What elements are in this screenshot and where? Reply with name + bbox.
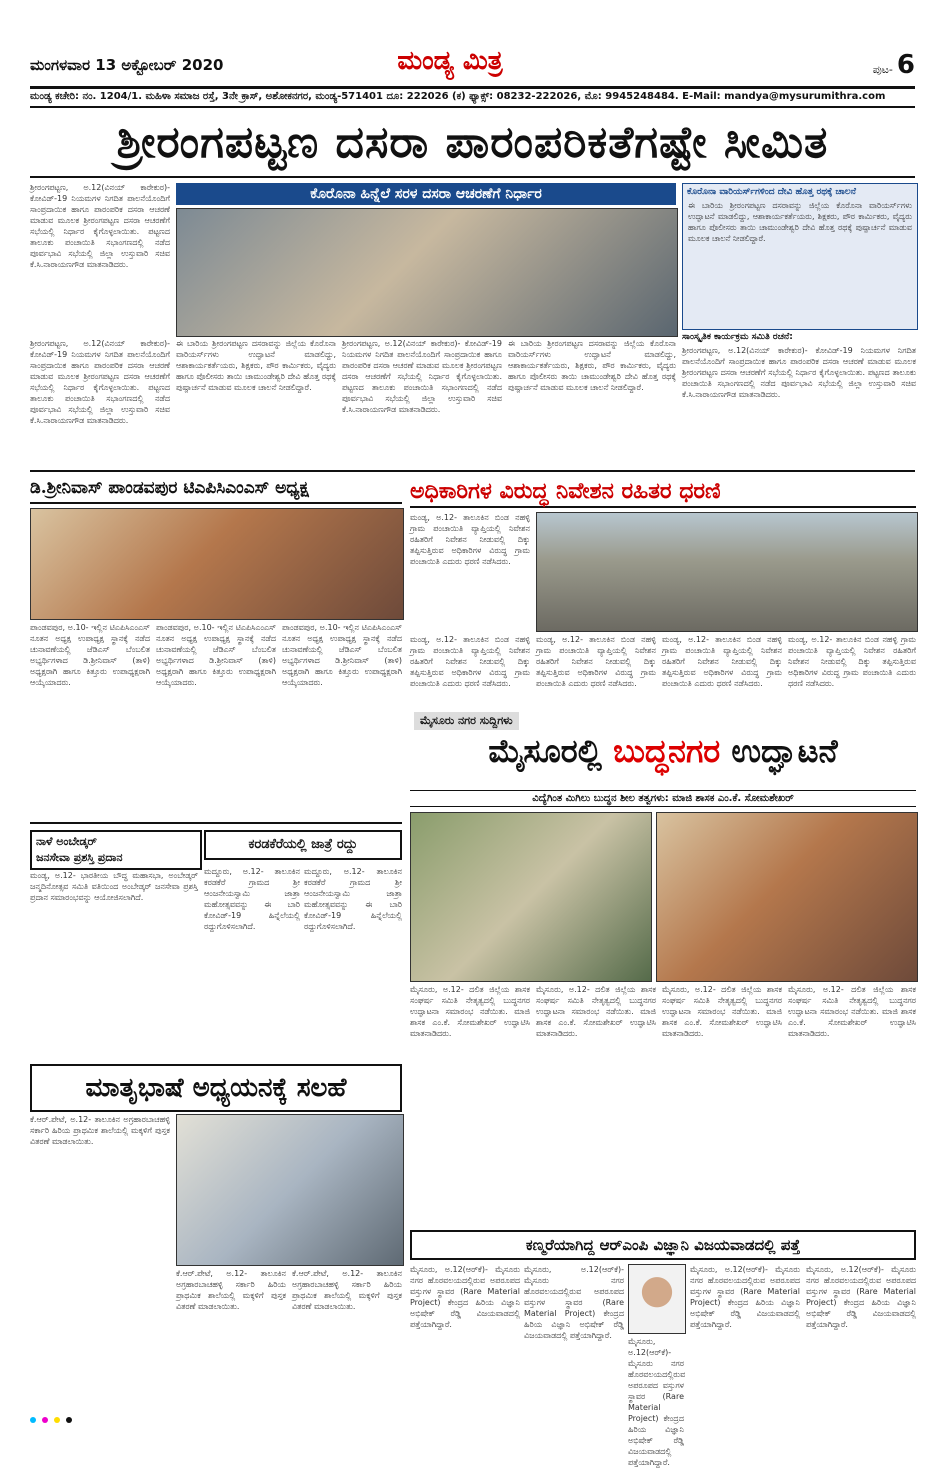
sidebar-label: ಸಾಂಸ್ಕೃತಿಕ ಕಾರ್ಯಕ್ರಮ ಸಮಿತಿ ರಚನೆ: <box>682 332 793 342</box>
protest-body: ಮಂಡ್ಯ, ಅ.12- ತಾಲೂಕಿನ ಬಿಂಡ ನಹಳ್ಳಿ ಗ್ರಾಮ ಪಂಚಾಯಿತಿ ವ್ಯಾಪ್ತಿಯಲ್ಲಿ ನಿವೇಶನ ರಹಿತರಿಗೆ ನಿವೇಶನ ನೀಡುವಲ್ಲಿ ದಿಕ್ಕು ತಪ್ಪಿಸುತ್ತಿರುವ ಅಧಿಕಾರಿಗಳ ವಿರುದ್ಧ ಗ್ರಾಮ ಪಂಚಾಯಿತಿ ಎದುರು ಧರಣಿ ನಡೆಸಿದರು. <box>410 513 530 566</box>
srinivas-body: ಪಾಂಡವಪುರ, ಅ.10- ಇಲ್ಲಿನ ಟಿಎಪಿಸಿಎಂಎಸ್ ನೂತನ ಅಧ್ಯಕ್ಷ ಉಪಾಧ್ಯಕ್ಷ ಸ್ಥಾನಕ್ಕೆ ನಡೆದ ಚುನಾವಣೆಯಲ್ಲಿ ಜೆಡಿಎಸ್ ಬೆಂಬಲಿತ ಅಭ್ಯರ್ಥಿಗಳಾದ ಡಿ.ಶ್ರೀನಿವಾಸ್ (ತಾಳಿ) ಅಧ್ಯಕ್ಷರಾಗಿ ಹಾಗೂ ಕಿತ್ತೂರು ಉಪಾಧ್ಯಕ್ಷರಾಗಿ ಆಯ್ಕೆಯಾದರು. <box>30 623 150 687</box>
scientist-column-1 <box>410 1264 520 1400</box>
protest-headline: ಅಧಿಕಾರಿಗಳ ವಿರುದ್ಧ ನಿವೇಶನ ರಹಿತರ ಧರಣಿ <box>410 478 916 508</box>
scientist-body-3: ಮೈಸೂರು, ಅ.12(ಆರ್‌ಕೆ)- ಮೈಸೂರು ನಗರ ಹೊರವಲಯದಲ್ಲಿರುವ ಅಪರೂಪದ ವಸ್ತುಗಳ ಸ್ಥಾವರ (Rare Material Project) ಕೇಂದ್ರದ ಹಿರಿಯ ವಿಜ್ಞಾನಿ ಅಭಿಷೇಕ್ ರೆಡ್ಡಿ ವಿಜಯವಾಡದಲ್ಲಿ ಪತ್ತೆಯಾಗಿದ್ದಾರೆ. <box>628 1337 686 1467</box>
scientist-body-5: ಮೈಸೂರು, ಅ.12(ಆರ್‌ಕೆ)- ಮೈಸೂರು ನಗರ ಹೊರವಲಯದಲ್ಲಿರುವ ಅಪರೂಪದ ವಸ್ತುಗಳ ಸ್ಥಾವರ (Rare Material Project) ಕೇಂದ್ರದ ಹಿರಿಯ ವಿಜ್ಞಾನಿ ಅಭಿಷೇಕ್ ರೆಡ್ಡಿ ವಿಜಯವಾಡದಲ್ಲಿ ಪತ್ತೆಯಾಗಿದ್ದಾರೆ. <box>806 1265 916 1329</box>
mysuru-column-1 <box>410 984 530 1224</box>
scientist-body: ಮೈಸೂರು, ಅ.12(ಆರ್‌ಕೆ)- ಮೈಸೂರು ನಗರ ಹೊರವಲಯದಲ್ಲಿರುವ ಅಪರೂಪದ ವಸ್ತುಗಳ ಸ್ಥಾವರ (Rare Material Project) ಕೇಂದ್ರದ ಹಿರಿಯ ವಿಜ್ಞಾನಿ ಅಭಿಷೇಕ್ ರೆಡ್ಡಿ ವಿಜಯವಾಡದಲ್ಲಿ ಪತ್ತೆಯಾಗಿದ್ದಾರೆ. <box>410 1265 520 1329</box>
scientist-portrait <box>628 1264 686 1334</box>
lead-subhead: ಕೊರೊನಾ ಹಿನ್ನೆಲೆ ಸರಳ ದಸರಾ ಆಚರಣೆಗೆ ನಿರ್ಧಾರ <box>176 183 676 205</box>
mother-tongue-column-1 <box>30 1114 170 1400</box>
srinivas-photo <box>30 508 404 620</box>
mysuru-headline-part1: ಮೈಸೂರಲ್ಲಿ <box>488 732 614 770</box>
lead-story-body-col3: ಶ್ರೀರಂಗಪಟ್ಟಣ, ಅ.12(ವಿನಯ್ ಕಾರೇಕುರ)- ಕೋವಿಡ್-19 ನಿಯಮಗಳ ನಿಗದಿತ ಪಾಲನೆಯೊಂದಿಗೆ ಸಾಂಪ್ರದಾಯಿಕ ಹಾಗೂ ಪಾರಂಪರಿಕ ದಸರಾ ಆಚರಣೆ ಮಾಡುವ ಮೂಲಕ ಶ್ರೀರಂಗಪಟ್ಟಣ ದಸರಾ ಆಚರಣೆಗೆ ಸಭೆಯಲ್ಲಿ ನಿರ್ಧಾರ ಕೈಗೊಳ್ಳಲಾಯಿತು. ಪಟ್ಟಣದ ತಾಲೂಕು ಪಂಚಾಯಿತಿ ಸಭಾಂಗಣದಲ್ಲಿ ನಡೆದ ಪೂರ್ವಭಾವಿ ಸಭೆಯಲ್ಲಿ ಜಿಲ್ಲಾ ಉಸ್ತುವಾರಿ ಸಚಿವ ಕೆ.ಸಿ.ನಾರಾಯಣಗೌಡ ಮಾತನಾಡಿದರು. <box>342 339 502 414</box>
scientist-column-3 <box>628 1336 686 1467</box>
protest-column-3 <box>536 634 656 708</box>
masthead-rule <box>30 86 915 89</box>
mysuru-body: ಮೈಸೂರು, ಅ.12- ದಲಿತ ಜಿಲ್ಲೆಯ ಶಾಸಕ ಸಂಘರ್ಷ ಸಮಿತಿ ನೇತೃತ್ವದಲ್ಲಿ ಬುದ್ಧನಗರ ಉದ್ಘಾಟನಾ ಸಮಾರಂಭ ನಡೆಯಿತು. ಮಾಜಿ ಶಾಸಕ ಎಂ.ಕೆ. ಸೋಮಶೇಖರ್ ಉದ್ಘಾಟಿಸಿ ಮಾತನಾಡಿದರು. <box>410 985 530 1038</box>
protest-body-3: ಮಂಡ್ಯ, ಅ.12- ತಾಲೂಕಿನ ಬಿಂಡ ನಹಳ್ಳಿ ಗ್ರಾಮ ಪಂಚಾಯಿತಿ ವ್ಯಾಪ್ತಿಯಲ್ಲಿ ನಿವೇಶನ ರಹಿತರಿಗೆ ನಿವೇಶನ ನೀಡುವಲ್ಲಿ ದಿಕ್ಕು ತಪ್ಪಿಸುತ್ತಿರುವ ಅಧಿಕಾರಿಗಳ ವಿರುದ್ಧ ಗ್ರಾಮ ಪಂಚಾಯಿತಿ ಎದುರು ಧರಣಿ ನಡೆಸಿದರು. <box>536 635 656 688</box>
lead-rule <box>30 176 915 178</box>
meeting-photo <box>176 208 678 337</box>
jatre-body: ಮದ್ದೂರು, ಅ.12- ತಾಲೂಕಿನ ಕರಡಕೆರೆ ಗ್ರಾಮದ ಶ್ರೀ ಆಂಜನೇಯಸ್ವಾಮಿ ಜಾತ್ರಾ ಮಹೋತ್ಸವವನ್ನು ಈ ಬಾರಿ ಕೋವಿಡ್-19 ಹಿನ್ನೆಲೆಯಲ್ಲಿ ರದ್ದುಗೊಳಿಸಲಾಗಿದೆ. <box>204 867 300 931</box>
mysuru-body-3: ಮೈಸೂರು, ಅ.12- ದಲಿತ ಜಿಲ್ಲೆಯ ಶಾಸಕ ಸಂಘರ್ಷ ಸಮಿತಿ ನೇತೃತ್ವದಲ್ಲಿ ಬುದ್ಧನಗರ ಉದ್ಘಾಟನಾ ಸಮಾರಂಭ ನಡೆಯಿತು. ಮಾಜಿ ಶಾಸಕ ಎಂ.ಕೆ. ಸೋಮಶೇಖರ್ ಉದ್ಘಾಟಿಸಿ ಮಾತನಾಡಿದರು. <box>662 985 782 1038</box>
lead-story-body-cont: ಶ್ರೀರಂಗಪಟ್ಟಣ, ಅ.12(ವಿನಯ್ ಕಾರೇಕುರ)- ಕೋವಿಡ್-19 ನಿಯಮಗಳ ನಿಗದಿತ ಪಾಲನೆಯೊಂದಿಗೆ ಸಾಂಪ್ರದಾಯಿಕ ಹಾಗೂ ಪಾರಂಪರಿಕ ದಸರಾ ಆಚರಣೆ ಮಾಡುವ ಮೂಲಕ ಶ್ರೀರಂಗಪಟ್ಟಣ ದಸರಾ ಆಚರಣೆಗೆ ಸಭೆಯಲ್ಲಿ ನಿರ್ಧಾರ ಕೈಗೊಳ್ಳಲಾಯಿತು. ಪಟ್ಟಣದ ತಾಲೂಕು ಪಂಚಾಯಿತಿ ಸಭಾಂಗಣದಲ್ಲಿ ನಡೆದ ಪೂರ್ವಭಾವಿ ಸಭೆಯಲ್ಲಿ ಜಿಲ್ಲಾ ಉಸ್ತುವಾರಿ ಸಚಿವ ಕೆ.ಸಿ.ನಾರಾಯಣಗೌಡ ಮಾತನಾಡಿದರು. <box>30 339 170 425</box>
ambedkar-body: ಮಂಡ್ಯ, ಅ.12- ಭಾರತೀಯ ಬೌದ್ಧ ಮಹಾಸಭಾ, ಅಂಬೇಡ್ಕರ್ ಜನ್ಮದಿನೋತ್ಸವ ಸಮಿತಿ ವತಿಯಿಂದ ಅಂಬೇಡ್ಕರ್ ಜನಸೇವಾ ಪ್ರಶಸ್ತಿ ಪ್ರದಾನ ಸಮಾರಂಭವನ್ನು ಆಯೋಜಿಸಲಾಗಿದೆ. <box>30 871 198 902</box>
scientist-column-5 <box>806 1264 916 1400</box>
section-rule-1 <box>30 470 915 472</box>
mother-tongue-body-3: ಕೆ.ಆರ್.ಪೇಟೆ, ಅ.12- ತಾಲೂಕಿನ ಅಗ್ರಹಾರಬಾಚಹಳ್ಳಿ ಸರ್ಕಾರಿ ಹಿರಿಯ ಪ್ರಾಥಮಿಕ ಶಾಲೆಯಲ್ಲಿ ಮಕ್ಕಳಿಗೆ ಪುಸ್ತಕ ವಿತರಣೆ ಮಾಡಲಾಯಿತು. <box>292 1269 402 1311</box>
mother-tongue-headline: ಮಾತೃಭಾಷೆ ಅಧ್ಯಯನಕ್ಕೆ ಸಲಹೆ <box>30 1064 402 1112</box>
mysuru-subhead: ವಿದ್ಯೆಗಿಂತ ಮಿಗಿಲು ಬುದ್ಧನ ಶೀಲ ತತ್ವಗಳು: ಮಾಜಿ ಶಾಸಕ ಎಂ.ಕೆ. ಸೋಮಶೇಖರ್ <box>410 790 916 807</box>
classroom-photo <box>176 1114 404 1266</box>
sidebar-column-body: ಶ್ರೀರಂಗಪಟ್ಟಣ, ಅ.12(ವಿನಯ್ ಕಾರೇಕುರ)- ಕೋವಿಡ್-19 ನಿಯಮಗಳ ನಿಗದಿತ ಪಾಲನೆಯೊಂದಿಗೆ ಸಾಂಪ್ರದಾಯಿಕ ಹಾಗೂ ಪಾರಂಪರಿಕ ದಸರಾ ಆಚರಣೆ ಮಾಡುವ ಮೂಲಕ ಶ್ರೀರಂಗಪಟ್ಟಣ ದಸರಾ ಆಚರಣೆಗೆ ಸಭೆಯಲ್ಲಿ ನಿರ್ಧಾರ ಕೈಗೊಳ್ಳಲಾಯಿತು. ಪಟ್ಟಣದ ತಾಲೂಕು ಪಂಚಾಯಿತಿ ಸಭಾಂಗಣದಲ್ಲಿ ನಡೆದ ಪೂರ್ವಭಾವಿ ಸಭೆಯಲ್ಲಿ ಜಿಲ್ಲಾ ಉಸ್ತುವಾರಿ ಸಚಿವ ಕೆ.ಸಿ.ನಾರಾಯಣಗೌಡ ಮಾತನಾಡಿದರು. <box>682 346 916 399</box>
page-label: ಪುಟ- <box>872 63 893 76</box>
mother-tongue-body: ಕೆ.ಆರ್.ಪೇಟೆ, ಅ.12- ತಾಲೂಕಿನ ಅಗ್ರಹಾರಬಾಚಹಳ್ಳಿ ಸರ್ಕಾರಿ ಹಿರಿಯ ಪ್ರಾಥಮಿಕ ಶಾಲೆಯಲ್ಲಿ ಮಕ್ಕಳಿಗೆ ಪುಸ್ತಕ ವಿತರಣೆ ಮಾಡಲಾಯಿತು. <box>30 1115 170 1146</box>
buddha-nagara-photo <box>410 812 652 982</box>
sidebar-title: ಕೊರೊನಾ ವಾರಿಯರ್ಸ್‌ಗಳಿಂದ ದೇವಿ ಹೊತ್ತ ರಥಕ್ಕೆ ಚಾಲನೆ <box>687 187 856 197</box>
ambedkar-headline-line2: ಜನಸೇವಾ ಪ್ರಶಸ್ತಿ ಪ್ರದಾನ <box>36 851 123 864</box>
page-number <box>873 50 915 80</box>
mother-tongue-body-2: ಕೆ.ಆರ್.ಪೇಟೆ, ಅ.12- ತಾಲೂಕಿನ ಅಗ್ರಹಾರಬಾಚಹಳ್ಳಿ ಸರ್ಕಾರಿ ಹಿರಿಯ ಪ್ರಾಥಮಿಕ ಶಾಲೆಯಲ್ಲಿ ಮಕ್ಕಳಿಗೆ ಪುಸ್ತಕ ವಿತರಣೆ ಮಾಡಲಾಯಿತು. <box>176 1269 286 1311</box>
sidebar-column <box>682 345 916 464</box>
srinivas-column-2 <box>156 622 276 818</box>
page-number-value: 6 <box>896 50 915 80</box>
scientist-body-4: ಮೈಸೂರು, ಅ.12(ಆರ್‌ಕೆ)- ಮೈಸೂರು ನಗರ ಹೊರವಲಯದಲ್ಲಿರುವ ಅಪರೂಪದ ವಸ್ತುಗಳ ಸ್ಥಾವರ (Rare Material Project) ಕೇಂದ್ರದ ಹಿರಿಯ ವಿಜ್ಞಾನಿ ಅಭಿಷೇಕ್ ರೆಡ್ಡಿ ವಿಜಯವಾಡದಲ್ಲಿ ಪತ್ತೆಯಾಗಿದ್ದಾರೆ. <box>690 1265 800 1329</box>
srinivas-headline: ಡಿ.ಶ್ರೀನಿವಾಸ್ ಪಾಂಡವಪುರ ಟಿಎಪಿಸಿಎಂಎಸ್ ಅಧ್ಯಕ್ಷ <box>30 478 402 504</box>
lead-story-column-1 <box>30 182 170 332</box>
lead-story-body-col4: ಈ ಬಾರಿಯ ಶ್ರೀರಂಗಪಟ್ಟಣ ದಸರಾವನ್ನು ಜಿಲ್ಲೆಯ ಕೊರೊನಾ ವಾರಿಯರ್ಸ್‌ಗಳು ಉದ್ಘಾಟನೆ ಮಾಡಲಿದ್ದು, ಆಶಾಕಾರ್ಯಕರ್ತೆಯರು, ಶಿಕ್ಷಕರು, ಪೌರ ಕಾರ್ಮಿಕರು, ವೈದ್ಯರು ಹಾಗೂ ಪೊಲೀಸರು ತಾಯಿ ಚಾಮುಂಡೇಶ್ವರಿ ದೇವಿ ಹೊತ್ತ ರಥಕ್ಕೆ ಪುಷ್ಪಾರ್ಚನೆ ಮಾಡುವ ಮೂಲಕ ಚಾಲನೆ ನೀಡಲಿದ್ದಾರೆ. <box>508 339 676 392</box>
sidebar-body: ಈ ಬಾರಿಯ ಶ್ರೀರಂಗಪಟ್ಟಣ ದಸರಾವನ್ನು ಜಿಲ್ಲೆಯ ಕೊರೊನಾ ವಾರಿಯರ್ಸ್‌ಗಳು ಉದ್ಘಾಟನೆ ಮಾಡಲಿದ್ದು, ಆಶಾಕಾರ್ಯಕರ್ತೆಯರು, ಶಿಕ್ಷಕರು, ಪೌರ ಕಾರ್ಮಿಕರು, ವೈದ್ಯರು ಹಾಗೂ ಪೊಲೀಸರು ತಾಯಿ ಚಾಮುಂಡೇಶ್ವರಿ ದೇವಿ ಹೊತ್ತ ರಥಕ್ಕೆ ಪುಷ್ಪಾರ್ಚನೆ ಮಾಡುವ ಮೂಲಕ ಚಾಲನೆ ನೀಡಲಿದ್ದಾರೆ. <box>688 201 912 243</box>
mysuru-headline-part2: ಉದ್ಘಾಟನೆ <box>720 732 838 770</box>
protest-column-2 <box>410 634 530 708</box>
srinivas-column-1 <box>30 622 150 818</box>
print-registration-marks <box>30 1408 915 1416</box>
protest-body-4: ಮಂಡ್ಯ, ಅ.12- ತಾಲೂಕಿನ ಬಿಂಡ ನಹಳ್ಳಿ ಗ್ರಾಮ ಪಂಚಾಯಿತಿ ವ್ಯಾಪ್ತಿಯಲ್ಲಿ ನಿವೇಶನ ರಹಿತರಿಗೆ ನಿವೇಶನ ನೀಡುವಲ್ಲಿ ದಿಕ್ಕು ತಪ್ಪಿಸುತ್ತಿರುವ ಅಧಿಕಾರಿಗಳ ವಿರುದ್ಧ ಗ್ರಾಮ ಪಂಚಾಯಿತಿ ಎದುರು ಧರಣಿ ನಡೆಸಿದರು. <box>662 635 782 688</box>
buddha-statue-photo <box>656 812 918 982</box>
lead-story-body-col2: ಈ ಬಾರಿಯ ಶ್ರೀರಂಗಪಟ್ಟಣ ದಸರಾವನ್ನು ಜಿಲ್ಲೆಯ ಕೊರೊನಾ ವಾರಿಯರ್ಸ್‌ಗಳು ಉದ್ಘಾಟನೆ ಮಾಡಲಿದ್ದು, ಆಶಾಕಾರ್ಯಕರ್ತೆಯರು, ಶಿಕ್ಷಕರು, ಪೌರ ಕಾರ್ಮಿಕರು, ವೈದ್ಯರು ಹಾಗೂ ಪೊಲೀಸರು ತಾಯಿ ಚಾಮುಂಡೇಶ್ವರಿ ದೇವಿ ಹೊತ್ತ ರಥಕ್ಕೆ ಪುಷ್ಪಾರ್ಚನೆ ಮಾಡುವ ಮೂಲಕ ಚಾಲನೆ ನೀಡಲಿದ್ದಾರೆ. <box>176 339 336 392</box>
protest-photo <box>536 512 918 632</box>
lead-story-column-3 <box>342 338 502 464</box>
srinivas-body-3: ಪಾಂಡವಪುರ, ಅ.10- ಇಲ್ಲಿನ ಟಿಎಪಿಸಿಎಂಎಸ್ ನೂತನ ಅಧ್ಯಕ್ಷ ಉಪಾಧ್ಯಕ್ಷ ಸ್ಥಾನಕ್ಕೆ ನಡೆದ ಚುನಾವಣೆಯಲ್ಲಿ ಜೆಡಿಎಸ್ ಬೆಂಬಲಿತ ಅಭ್ಯರ್ಥಿಗಳಾದ ಡಿ.ಶ್ರೀನಿವಾಸ್ (ತಾಳಿ) ಅಧ್ಯಕ್ಷರಾಗಿ ಹಾಗೂ ಕಿತ್ತೂರು ಉಪಾಧ್ಯಕ್ಷರಾಗಿ ಆಯ್ಕೆಯಾದರು. <box>282 623 402 687</box>
ambedkar-column <box>30 870 198 1056</box>
mysuru-headline <box>410 732 916 771</box>
section-rule-2 <box>30 822 402 824</box>
mysuru-column-3 <box>662 984 782 1224</box>
lead-story-column-4 <box>508 338 676 464</box>
scientist-headline: ಕಣ್ಮರೆಯಾಗಿದ್ದ ಆರ್‌ಎಂಪಿ ವಿಜ್ಞಾನಿ ವಿಜಯವಾಡದಲ್ಲಿ ಪತ್ತೆ <box>410 1230 916 1260</box>
lead-story-column-2 <box>176 338 336 464</box>
masthead <box>30 46 915 82</box>
scientist-column-2 <box>524 1264 624 1400</box>
protest-body-2: ಮಂಡ್ಯ, ಅ.12- ತಾಲೂಕಿನ ಬಿಂಡ ನಹಳ್ಳಿ ಗ್ರಾಮ ಪಂಚಾಯಿತಿ ವ್ಯಾಪ್ತಿಯಲ್ಲಿ ನಿವೇಶನ ರಹಿತರಿಗೆ ನಿವೇಶನ ನೀಡುವಲ್ಲಿ ದಿಕ್ಕು ತಪ್ಪಿಸುತ್ತಿರುವ ಅಧಿಕಾರಿಗಳ ವಿರುದ್ಧ ಗ್ರಾಮ ಪಂಚಾಯಿತಿ ಎದುರು ಧರಣಿ ನಡೆಸಿದರು. <box>410 635 530 688</box>
lead-story-body: ಶ್ರೀರಂಗಪಟ್ಟಣ, ಅ.12(ವಿನಯ್ ಕಾರೇಕುರ)- ಕೋವಿಡ್-19 ನಿಯಮಗಳ ನಿಗದಿತ ಪಾಲನೆಯೊಂದಿಗೆ ಸಾಂಪ್ರದಾಯಿಕ ಹಾಗೂ ಪಾರಂಪರಿಕ ದಸರಾ ಆಚರಣೆ ಮಾಡುವ ಮೂಲಕ ಶ್ರೀರಂಗಪಟ್ಟಣ ದಸರಾ ಆಚರಣೆಗೆ ಸಭೆಯಲ್ಲಿ ನಿರ್ಧಾರ ಕೈಗೊಳ್ಳಲಾಯಿತು. ಪಟ್ಟಣದ ತಾಲೂಕು ಪಂಚಾಯಿತಿ ಸಭಾಂಗಣದಲ್ಲಿ ನಡೆದ ಪೂರ್ವಭಾವಿ ಸಭೆಯಲ್ಲಿ ಜಿಲ್ಲಾ ಉಸ್ತುವಾರಿ ಸಚಿವ ಕೆ.ಸಿ.ನಾರಾಯಣಗೌಡ ಮಾತನಾಡಿದರು. <box>30 183 170 269</box>
mysuru-section-tag: ಮೈಸೂರು ನಗರ ಸುದ್ದಿಗಳು <box>414 712 519 730</box>
office-address: ಮಂಡ್ಯ ಕಚೇರಿ: ನಂ. 1204/1. ಮಹಿಳಾ ಸಮಾಜ ರಸ್ತೆ, 3ನೇ ಕ್ರಾಸ್, ಅಶೋಕನಗರ, ಮಂಡ್ಯ-571401 ದೂ: 222026 (ಕ) ಫ್ಯಾಕ್ಸ್: 08232-222026, ಮೊ: 9945248484. E-Mail: mandya@mysurumithra.com <box>30 91 886 102</box>
mysuru-headline-red: ಬುದ್ಧನಗರ <box>613 732 721 770</box>
ambedkar-headline <box>30 830 202 870</box>
srinivas-column-3 <box>282 622 402 818</box>
issue-date: ಮಂಗಳವಾರ 13 ಅಕ್ಟೋಬರ್ 2020 <box>30 56 224 74</box>
mysuru-body-4: ಮೈಸೂರು, ಅ.12- ದಲಿತ ಜಿಲ್ಲೆಯ ಶಾಸಕ ಸಂಘರ್ಷ ಸಮಿತಿ ನೇತೃತ್ವದಲ್ಲಿ ಬುದ್ಧನಗರ ಉದ್ಘಾಟನಾ ಸಮಾರಂಭ ನಡೆಯಿತು. ಮಾಜಿ ಶಾಸಕ ಎಂ.ಕೆ. ಸೋಮಶೇಖರ್ ಉದ್ಘಾಟಿಸಿ ಮಾತನಾಡಿದರು. <box>788 985 916 1038</box>
ambedkar-headline-line1: ನಾಳೆ ಅಂಬೇಡ್ಕರ್ <box>36 835 97 848</box>
jatre-column-1 <box>204 866 300 1056</box>
protest-column-5 <box>788 634 916 708</box>
lead-story-column-1b <box>30 338 170 464</box>
mother-tongue-column-3 <box>292 1268 402 1400</box>
mysuru-column-2 <box>536 984 656 1224</box>
jatre-column-2 <box>304 866 402 1056</box>
mysuru-column-4 <box>788 984 916 1224</box>
sidebar-box <box>682 183 918 330</box>
newspaper-name: ಮಂಡ್ಯ ಮಿತ್ರ <box>397 46 503 76</box>
protest-body-5: ಮಂಡ್ಯ, ಅ.12- ತಾಲೂಕಿನ ಬಿಂಡ ನಹಳ್ಳಿ ಗ್ರಾಮ ಪಂಚಾಯಿತಿ ವ್ಯಾಪ್ತಿಯಲ್ಲಿ ನಿವೇಶನ ರಹಿತರಿಗೆ ನಿವೇಶನ ನೀಡುವಲ್ಲಿ ದಿಕ್ಕು ತಪ್ಪಿಸುತ್ತಿರುವ ಅಧಿಕಾರಿಗಳ ವಿರುದ್ಧ ಗ್ರಾಮ ಪಂಚಾಯಿತಿ ಎದುರು ಧರಣಿ ನಡೆಸಿದರು. <box>788 635 916 688</box>
srinivas-body-2: ಪಾಂಡವಪುರ, ಅ.10- ಇಲ್ಲಿನ ಟಿಎಪಿಸಿಎಂಎಸ್ ನೂತನ ಅಧ್ಯಕ್ಷ ಉಪಾಧ್ಯಕ್ಷ ಸ್ಥಾನಕ್ಕೆ ನಡೆದ ಚುನಾವಣೆಯಲ್ಲಿ ಜೆಡಿಎಸ್ ಬೆಂಬಲಿತ ಅಭ್ಯರ್ಥಿಗಳಾದ ಡಿ.ಶ್ರೀನಿವಾಸ್ (ತಾಳಿ) ಅಧ್ಯಕ್ಷರಾಗಿ ಹಾಗೂ ಕಿತ್ತೂರು ಉಪಾಧ್ಯಕ್ಷರಾಗಿ ಆಯ್ಕೆಯಾದರು. <box>156 623 276 687</box>
scientist-column-4 <box>690 1264 800 1400</box>
scientist-body-2: ಮೈಸೂರು, ಅ.12(ಆರ್‌ಕೆ)- ಮೈಸೂರು ನಗರ ಹೊರವಲಯದಲ್ಲಿರುವ ಅಪರೂಪದ ವಸ್ತುಗಳ ಸ್ಥಾವರ (Rare Material Project) ಕೇಂದ್ರದ ಹಿರಿಯ ವಿಜ್ಞಾನಿ ಅಭಿಷೇಕ್ ರೆಡ್ಡಿ ವಿಜಯವಾಡದಲ್ಲಿ ಪತ್ತೆಯಾಗಿದ್ದಾರೆ. <box>524 1265 624 1340</box>
lead-headline: ಶ್ರೀರಂಗಪಟ್ಟಣ ದಸರಾ ಪಾರಂಪರಿಕತೆಗಷ್ಟೇ ಸೀಮಿತ <box>116 117 829 168</box>
mother-tongue-column-2 <box>176 1268 286 1400</box>
mysuru-body-2: ಮೈಸೂರು, ಅ.12- ದಲಿತ ಜಿಲ್ಲೆಯ ಶಾಸಕ ಸಂಘರ್ಷ ಸಮಿತಿ ನೇತೃತ್ವದಲ್ಲಿ ಬುದ್ಧನಗರ ಉದ್ಘಾಟನಾ ಸಮಾರಂಭ ನಡೆಯಿತು. ಮಾಜಿ ಶಾಸಕ ಎಂ.ಕೆ. ಸೋಮಶೇಖರ್ ಉದ್ಘಾಟಿಸಿ ಮಾತನಾಡಿದರು. <box>536 985 656 1038</box>
jatre-headline: ಕರಡಕೆರೆಯಲ್ಲಿ ಜಾತ್ರೆ ರದ್ದು <box>204 830 402 860</box>
protest-column-4 <box>662 634 782 708</box>
protest-column-1 <box>410 512 530 630</box>
jatre-body-2: ಮದ್ದೂರು, ಅ.12- ತಾಲೂಕಿನ ಕರಡಕೆರೆ ಗ್ರಾಮದ ಶ್ರೀ ಆಂಜನೇಯಸ್ವಾಮಿ ಜಾತ್ರಾ ಮಹೋತ್ಸವವನ್ನು ಈ ಬಾರಿ ಕೋವಿಡ್-19 ಹಿನ್ನೆಲೆಯಲ್ಲಿ ರದ್ದುಗೊಳಿಸಲಾಗಿದೆ. <box>304 867 402 931</box>
address-rule <box>30 106 915 108</box>
